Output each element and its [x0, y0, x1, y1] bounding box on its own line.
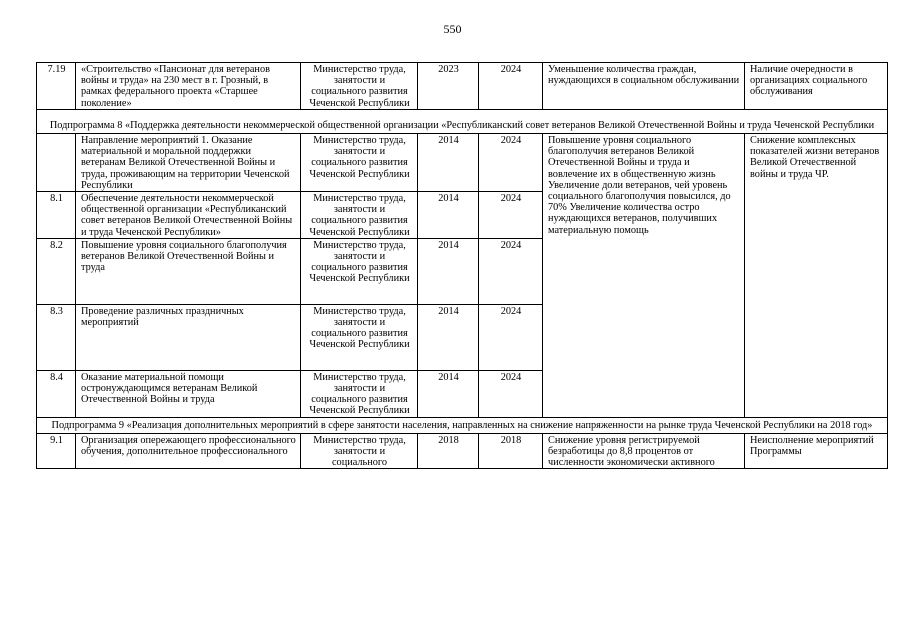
row-number: 8.4 — [37, 370, 76, 417]
start-year: 2018 — [418, 433, 479, 469]
executor: Министерство труда, занятости и социального — [301, 433, 418, 469]
table-row-9-1 — [37, 433, 888, 469]
table-row-direction — [37, 134, 888, 192]
row-number: 8.1 — [37, 192, 76, 239]
consequence: Неисполнение мероприятий Программы — [745, 433, 888, 469]
end-year: 2024 — [479, 238, 543, 304]
expected-result: Повышение уровня социального благополучия ветеранов Великой Отечественной Войны и труда и вовлечение их в общественную жизнь Увеличение доли ветеранов, чей уровень социального благополучия повысился, до 70% Увеличение количества остро нуждающихся ветеранов, получивших материальную помощь — [543, 134, 745, 418]
measure-name: Проведение различных праздничных мероприятий — [76, 304, 301, 370]
consequence: Наличие очередности в организациях социального обслуживания — [745, 63, 888, 110]
measure-name: Организация опережающего профессионального обучения, дополнительное профессионального — [76, 433, 301, 469]
row-number: 8.2 — [37, 238, 76, 304]
executor: Министерство труда, занятости и социального развития Чеченской Республики — [301, 134, 418, 192]
row-number: 7.19 — [37, 63, 76, 110]
start-year: 2014 — [418, 304, 479, 370]
end-year: 2024 — [479, 370, 543, 417]
start-year: 2014 — [418, 192, 479, 239]
executor: Министерство труда, занятости и социального развития Чеченской Республики — [301, 304, 418, 370]
start-year: 2014 — [418, 134, 479, 192]
subprogram-8-title: Подпрограмма 8 «Поддержка деятельности некоммерческой общественной организации «Республиканский совет ветеранов Великой Отечественной Войны и труда Чеченской Республики — [37, 109, 888, 133]
executor: Министерство труда, занятости и социального развития Чеченской Республики — [301, 192, 418, 239]
row-number — [37, 134, 76, 192]
row-number: 9.1 — [37, 433, 76, 469]
end-year: 2018 — [479, 433, 543, 469]
expected-result: Уменьшение количества граждан, нуждающихся в социальном обслуживании — [543, 63, 745, 110]
subprogram-9-title: Подпрограмма 9 «Реализация дополнительных мероприятий в сфере занятости населения, направленных на снижение напряженности на рынке труда Чеченской Республики на 2018 год» — [37, 417, 888, 433]
consequence: Снижение комплексных показателей жизни ветеранов Великой Отечественной войны и труда ЧР. — [745, 134, 888, 418]
executor: Министерство труда, занятости и социального развития Чеченской Республики — [301, 63, 418, 110]
subprogram-8-header — [37, 109, 888, 133]
page-number: 550 — [443, 22, 462, 36]
expected-result: Снижение уровня регистрируемой безработицы до 8,8 процентов от численности экономически активного — [543, 433, 745, 469]
measure-name: Оказание материальной помощи остронуждающимся ветеранам Великой Отечественной Войны и труда — [76, 370, 301, 417]
start-year: 2014 — [418, 238, 479, 304]
end-year: 2024 — [479, 134, 543, 192]
end-year: 2024 — [479, 304, 543, 370]
measure-name: «Строительство «Пансионат для ветеранов войны и труда» на 230 мест в г. Грозный, в рамках федерального проекта «Старшее поколение» — [76, 63, 301, 110]
end-year: 2024 — [479, 63, 543, 110]
executor: Министерство труда, занятости и социального развития Чеченской Республики — [301, 370, 418, 417]
row-number: 8.3 — [37, 304, 76, 370]
measure-name: Повышение уровня социального благополучия ветеранов Великой Отечественной Войны и труда — [76, 238, 301, 304]
start-year: 2023 — [418, 63, 479, 110]
measure-name: Обеспечение деятельности некоммерческой общественной организации «Республиканский совет ветеранов Великой Отечественной Войны и труда Чеченской Республики» — [76, 192, 301, 239]
program-table — [36, 62, 888, 469]
executor: Министерство труда, занятости и социального развития Чеченской Республики — [301, 238, 418, 304]
subprogram-9-header — [37, 417, 888, 433]
start-year: 2014 — [418, 370, 479, 417]
measure-name: Направление мероприятий 1. Оказание материальной и моральной поддержки ветеранам Великой Отечественной Войны и труда, проживающим на территории Чеченской Республики — [76, 134, 301, 192]
table-row-7-19 — [37, 63, 888, 110]
end-year: 2024 — [479, 192, 543, 239]
